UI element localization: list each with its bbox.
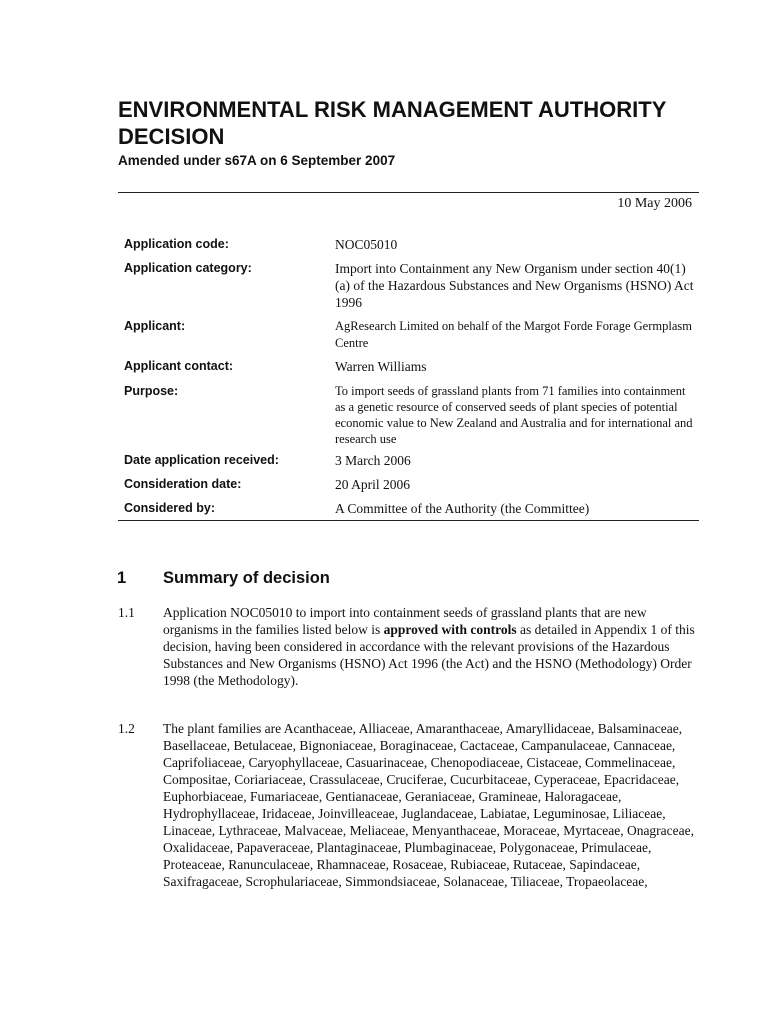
- divider-top: [118, 192, 699, 193]
- info-value: 20 April 2006: [335, 477, 411, 492]
- paragraph-number: 1.1: [118, 605, 135, 620]
- paragraph-text: as detailed in Appendix 1 of this decision, having been considered in accordance with the relevant provisions of the Hazardous Substances and New Organisms (HSNO) Act 1996 (the Act) and the HSNO (Methodology) Order 1998 (the Methodology).: [163, 622, 695, 688]
- info-label: Application category:: [124, 261, 252, 275]
- info-value: A Committee of the Authority (the Committee): [335, 501, 590, 516]
- info-label: Date application received:: [124, 453, 279, 467]
- info-label: Purpose:: [124, 384, 179, 398]
- paragraph-text: Application NOC05010 to import into containment seeds of grassland plants that are new organisms in the families listed below is: [163, 605, 647, 637]
- info-value: Warren Williams: [335, 359, 427, 374]
- decision-date: 10 May 2006: [617, 196, 692, 211]
- info-label: Application code:: [124, 237, 229, 251]
- document-subtitle: Amended under s67A on 6 September 2007: [118, 153, 396, 168]
- section-number: 1: [117, 569, 127, 587]
- divider-bottom: [118, 520, 699, 521]
- info-label: Applicant contact:: [124, 359, 234, 373]
- paragraph-1-1: [163, 604, 698, 689]
- info-label: Consideration date:: [124, 477, 242, 491]
- info-value: AgResearch Limited on behalf of the Margot Forde Forage Germplasm Centre: [335, 319, 692, 350]
- paragraph-number: 1.2: [118, 721, 135, 736]
- section-title: Summary of decision: [163, 569, 330, 587]
- info-value: 3 March 2006: [335, 453, 411, 468]
- paragraph-1-2: The plant families are Acanthaceae, Alliaceae, Amaranthaceae, Amaryllidaceae, Balsaminaceae, Basellaceae, Betulaceae, Bignoniaceae, Boraginaceae, Cactaceae, Campanulaceae, Cannaceae, Caprifoliaceae, Caryophyllaceae, Casuarinaceae, Chenopodiaceae, Cistaceae, Commelinaceae, Compositae, Coriariaceae, Crassulaceae, Cruciferae, Cucurbitaceae, Cyperaceae, Epacridaceae, Euphorbiaceae, Fumariaceae, Gentianaceae, Geraniaceae, Gramineae, Haloragaceae, Hydrophyllaceae, Iridaceae, Joinvilleaceae, Juglandaceae, Labiatae, Leguminosae, Liliaceae, Linaceae, Lythraceae, Malvaceae, Meliaceae, Menyanthaceae, Moraceae, Myrtaceae, Onagraceae, Oxalidaceae, Papaveraceae, Plantaginaceae, Plumbaginaceae, Polygonaceae, Primulaceae, Proteaceae, Ranunculaceae, Rhamnaceae, Rosaceae, Rubiaceae, Rutaceae, Sapindaceae, Saxifragaceae, Scrophulariaceae, Simmondsiaceae, Solanaceae, Tiliaceae, Tropaeolaceae,: [163, 721, 695, 889]
- paragraph-emphasis: approved with controls: [383, 622, 517, 637]
- info-value: To import seeds of grassland plants from 71 families into containment as a genetic resource of conserved seeds of plant species of potential economic value to New Zealand and Australia and for international and research use: [335, 384, 693, 446]
- info-value: Import into Containment any New Organism under section 40(1)(a) of the Hazardous Substances and New Organisms (HSNO) Act 1996: [335, 261, 694, 310]
- info-value: NOC05010: [335, 237, 398, 252]
- info-label: Considered by:: [124, 501, 215, 515]
- document-title: ENVIRONMENTAL RISK MANAGEMENT AUTHORITY DECISION: [118, 97, 666, 149]
- info-label: Applicant:: [124, 319, 186, 333]
